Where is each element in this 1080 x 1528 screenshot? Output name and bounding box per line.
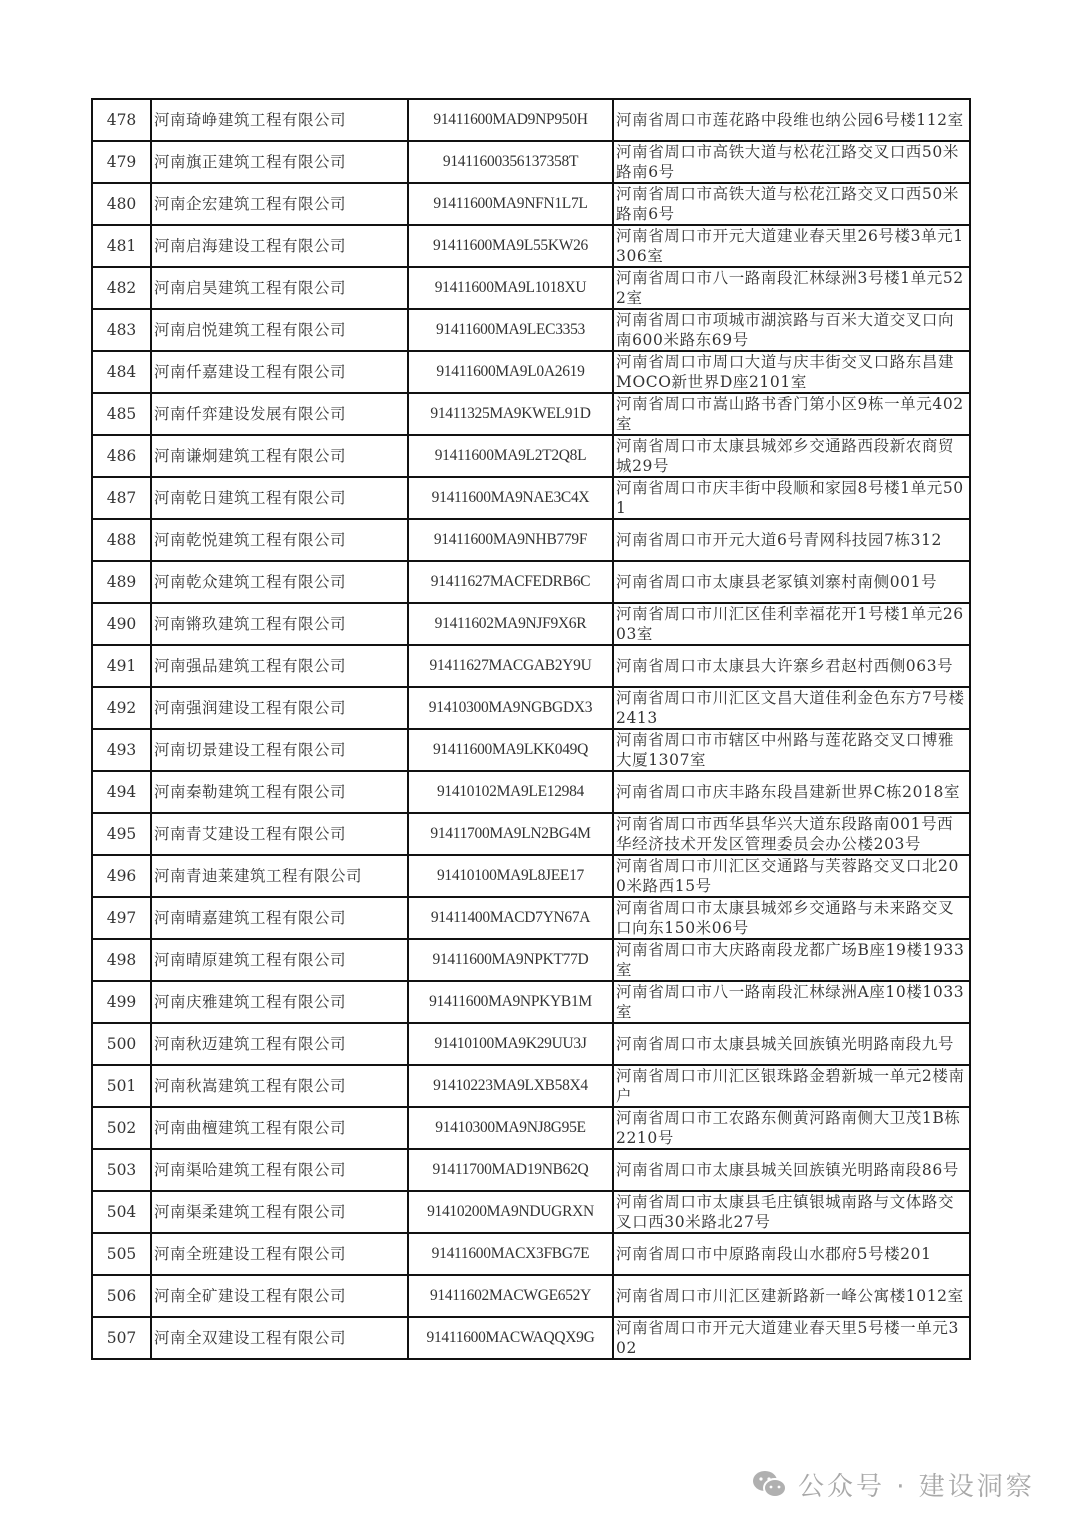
company-address: 河南省周口市项城市湖滨路与百米大道交叉口向南600米路东69号 xyxy=(613,309,970,351)
company-address: 河南省周口市大庆路南段龙都广场B座19楼1933室 xyxy=(613,939,970,981)
row-number: 479 xyxy=(92,141,151,183)
row-number: 484 xyxy=(92,351,151,393)
company-address: 河南省周口市太康县大许寨乡君赵村西侧063号 xyxy=(613,645,970,687)
table-row xyxy=(92,183,970,225)
company-address: 河南省周口市川汇区银珠路金碧新城一单元2楼南户 xyxy=(613,1065,970,1107)
credit-code: 91411600MAD9NP950H xyxy=(408,99,613,141)
row-number: 501 xyxy=(92,1065,151,1107)
credit-code: 91411600MA9NPKYB1M xyxy=(408,981,613,1023)
row-number: 500 xyxy=(92,1023,151,1065)
company-name: 河南庆雅建筑工程有限公司 xyxy=(151,981,408,1023)
watermark xyxy=(752,1466,1035,1503)
table-row xyxy=(92,771,970,813)
row-number: 490 xyxy=(92,603,151,645)
company-address: 河南省周口市太康县老冢镇刘寨村南侧001号 xyxy=(613,561,970,603)
company-address: 河南省周口市周口大道与庆丰街交叉口路东昌建MOCO新世界D座2101室 xyxy=(613,351,970,393)
company-address: 河南省周口市太康县城关回族镇光明路南段九号 xyxy=(613,1023,970,1065)
company-name: 河南切景建设工程有限公司 xyxy=(151,729,408,771)
company-name: 河南全双建设工程有限公司 xyxy=(151,1317,408,1359)
row-number: 483 xyxy=(92,309,151,351)
row-number: 485 xyxy=(92,393,151,435)
credit-code: 91411600MA9NFN1L7L xyxy=(408,183,613,225)
row-number: 496 xyxy=(92,855,151,897)
row-number: 493 xyxy=(92,729,151,771)
company-address: 河南省周口市川汇区佳利幸福花开1号楼1单元2603室 xyxy=(613,603,970,645)
row-number: 487 xyxy=(92,477,151,519)
table-row xyxy=(92,393,970,435)
company-address: 河南省周口市庆丰街中段顺和家园8号楼1单元501 xyxy=(613,477,970,519)
row-number: 505 xyxy=(92,1233,151,1275)
table-row xyxy=(92,519,970,561)
company-name: 河南启悦建筑工程有限公司 xyxy=(151,309,408,351)
company-address: 河南省周口市庆丰路东段昌建新世界C栋2018室 xyxy=(613,771,970,813)
company-name: 河南全矿建设工程有限公司 xyxy=(151,1275,408,1317)
credit-code: 91411325MA9KWEL91D xyxy=(408,393,613,435)
company-address: 河南省周口市嵩山路书香门第小区9栋一单元402室 xyxy=(613,393,970,435)
row-number: 489 xyxy=(92,561,151,603)
company-address: 河南省周口市工农路东侧黄河路南侧大卫茂1B栋2210号 xyxy=(613,1107,970,1149)
table-row xyxy=(92,897,970,939)
company-address: 河南省周口市开元大道建业春天里5号楼一单元302 xyxy=(613,1317,970,1359)
table-row xyxy=(92,435,970,477)
table-row xyxy=(92,1023,970,1065)
company-address: 河南省周口市八一路南段汇林绿洲3号楼1单元522室 xyxy=(613,267,970,309)
credit-code: 91411600MA9L0A2619 xyxy=(408,351,613,393)
credit-code: 91411600MA9NAE3C4X xyxy=(408,477,613,519)
company-name: 河南旗正建筑工程有限公司 xyxy=(151,141,408,183)
credit-code: 91410102MA9LE12984 xyxy=(408,771,613,813)
company-address: 河南省周口市莲花路中段维也纳公园6号楼112室 xyxy=(613,99,970,141)
company-address: 河南省周口市西华县华兴大道东段路南001号西华经济技术开发区管理委员会办公楼203号 xyxy=(613,813,970,855)
company-address: 河南省周口市太康县毛庄镇银城南路与文体路交叉口西30米路北27号 xyxy=(613,1191,970,1233)
company-address: 河南省周口市中原路南段山水郡府5号楼201 xyxy=(613,1233,970,1275)
company-address: 河南省周口市太康县城关回族镇光明路南段86号 xyxy=(613,1149,970,1191)
company-address: 河南省周口市市辖区中州路与莲花路交叉口博雅大厦1307室 xyxy=(613,729,970,771)
company-name: 河南曲檀建筑工程有限公司 xyxy=(151,1107,408,1149)
table-row xyxy=(92,141,970,183)
table-row xyxy=(92,729,970,771)
company-name: 河南晴嘉建筑工程有限公司 xyxy=(151,897,408,939)
row-number: 498 xyxy=(92,939,151,981)
row-number: 491 xyxy=(92,645,151,687)
table-row xyxy=(92,603,970,645)
company-address: 河南省周口市川汇区建新路新一峰公寓楼1012室 xyxy=(613,1275,970,1317)
table-row xyxy=(92,981,970,1023)
credit-code: 91411600MA9LKK049Q xyxy=(408,729,613,771)
company-name: 河南仟弈建设发展有限公司 xyxy=(151,393,408,435)
row-number: 506 xyxy=(92,1275,151,1317)
company-address: 河南省周口市八一路南段汇林绿洲A座10楼1033室 xyxy=(613,981,970,1023)
company-name: 河南启海建设工程有限公司 xyxy=(151,225,408,267)
company-name: 河南乾众建筑工程有限公司 xyxy=(151,561,408,603)
company-address: 河南省周口市高铁大道与松花江路交叉口西50米路南6号 xyxy=(613,183,970,225)
row-number: 482 xyxy=(92,267,151,309)
table-row xyxy=(92,561,970,603)
row-number: 503 xyxy=(92,1149,151,1191)
table-row xyxy=(92,477,970,519)
credit-code: 91410300MA9NJ8G95E xyxy=(408,1107,613,1149)
company-name: 河南秋迈建筑工程有限公司 xyxy=(151,1023,408,1065)
credit-code: 91411600MA9LEC3353 xyxy=(408,309,613,351)
company-name: 河南秦勒建筑工程有限公司 xyxy=(151,771,408,813)
table-row xyxy=(92,351,970,393)
company-name: 河南秋嵩建筑工程有限公司 xyxy=(151,1065,408,1107)
company-name: 河南启昊建筑工程有限公司 xyxy=(151,267,408,309)
watermark-label: 公众号 · 建设洞察 xyxy=(798,1472,1035,1502)
company-name: 河南晴原建筑工程有限公司 xyxy=(151,939,408,981)
credit-code: 91411600MA9L2T2Q8L xyxy=(408,435,613,477)
company-name: 河南全班建设工程有限公司 xyxy=(151,1233,408,1275)
company-registry-table xyxy=(91,98,971,1360)
table-row xyxy=(92,687,970,729)
table-row xyxy=(92,1191,970,1233)
credit-code: 91411600356137358T xyxy=(408,141,613,183)
row-number: 502 xyxy=(92,1107,151,1149)
company-name: 河南青迪莱建筑工程有限公司 xyxy=(151,855,408,897)
company-name: 河南青艾建设工程有限公司 xyxy=(151,813,408,855)
company-address: 河南省周口市开元大道建业春天里26号楼3单元1306室 xyxy=(613,225,970,267)
company-name: 河南乾悦建筑工程有限公司 xyxy=(151,519,408,561)
credit-code: 91410100MA9K29UU3J xyxy=(408,1023,613,1065)
credit-code: 91411600MA9L1018XU xyxy=(408,267,613,309)
credit-code: 91410300MA9NGBGDX3 xyxy=(408,687,613,729)
table-row xyxy=(92,1233,970,1275)
row-number: 480 xyxy=(92,183,151,225)
credit-code: 91411700MA9LN2BG4M xyxy=(408,813,613,855)
table-row xyxy=(92,225,970,267)
wechat-icon xyxy=(752,1470,788,1500)
table-row xyxy=(92,1107,970,1149)
credit-code: 91411600MA9NPKT77D xyxy=(408,939,613,981)
company-name: 河南渠哈建筑工程有限公司 xyxy=(151,1149,408,1191)
table-row xyxy=(92,1317,970,1359)
row-number: 504 xyxy=(92,1191,151,1233)
row-number: 481 xyxy=(92,225,151,267)
company-name: 河南琦峥建筑工程有限公司 xyxy=(151,99,408,141)
credit-code: 91411700MAD19NB62Q xyxy=(408,1149,613,1191)
company-address: 河南省周口市川汇区交通路与芙蓉路交叉口北200米路西15号 xyxy=(613,855,970,897)
row-number: 497 xyxy=(92,897,151,939)
row-number: 495 xyxy=(92,813,151,855)
company-address: 河南省周口市高铁大道与松花江路交叉口西50米路南6号 xyxy=(613,141,970,183)
credit-code: 91411600MACWAQQX9G xyxy=(408,1317,613,1359)
row-number: 492 xyxy=(92,687,151,729)
company-name: 河南锵玖建筑工程有限公司 xyxy=(151,603,408,645)
row-number: 507 xyxy=(92,1317,151,1359)
credit-code: 91411600MACX3FBG7E xyxy=(408,1233,613,1275)
row-number: 488 xyxy=(92,519,151,561)
company-name: 河南强润建设工程有限公司 xyxy=(151,687,408,729)
company-name: 河南谦炯建筑工程有限公司 xyxy=(151,435,408,477)
credit-code: 91411400MACD7YN67A xyxy=(408,897,613,939)
row-number: 486 xyxy=(92,435,151,477)
credit-code: 91411627MACGAB2Y9U xyxy=(408,645,613,687)
company-address: 河南省周口市太康县城郊乡交通路西段新农商贸城29号 xyxy=(613,435,970,477)
company-address: 河南省周口市川汇区文昌大道佳利金色东方7号楼2413 xyxy=(613,687,970,729)
company-address: 河南省周口市开元大道6号青网科技园7栋312 xyxy=(613,519,970,561)
credit-code: 91411600MA9NHB779F xyxy=(408,519,613,561)
row-number: 478 xyxy=(92,99,151,141)
table-row xyxy=(92,1149,970,1191)
table-row xyxy=(92,99,970,141)
credit-code: 91411627MACFEDRB6C xyxy=(408,561,613,603)
credit-code: 91410223MA9LXB58X4 xyxy=(408,1065,613,1107)
row-number: 499 xyxy=(92,981,151,1023)
company-name: 河南企宏建筑工程有限公司 xyxy=(151,183,408,225)
table-row xyxy=(92,1275,970,1317)
credit-code: 91411602MA9NJF9X6R xyxy=(408,603,613,645)
row-number: 494 xyxy=(92,771,151,813)
company-name: 河南强品建筑工程有限公司 xyxy=(151,645,408,687)
table-row xyxy=(92,267,970,309)
table-row xyxy=(92,1065,970,1107)
company-address: 河南省周口市太康县城郊乡交通路与未来路交叉口向东150米06号 xyxy=(613,897,970,939)
company-name: 河南仟嘉建设工程有限公司 xyxy=(151,351,408,393)
table-row xyxy=(92,645,970,687)
credit-code: 91411600MA9L55KW26 xyxy=(408,225,613,267)
company-name: 河南渠柔建筑工程有限公司 xyxy=(151,1191,408,1233)
credit-code: 91410100MA9L8JEE17 xyxy=(408,855,613,897)
company-name: 河南乾日建筑工程有限公司 xyxy=(151,477,408,519)
credit-code: 91410200MA9NDUGRXN xyxy=(408,1191,613,1233)
table-row xyxy=(92,309,970,351)
credit-code: 91411602MACWGE652Y xyxy=(408,1275,613,1317)
table-row xyxy=(92,813,970,855)
table-row xyxy=(92,939,970,981)
table-body xyxy=(92,99,970,1359)
table-row xyxy=(92,855,970,897)
